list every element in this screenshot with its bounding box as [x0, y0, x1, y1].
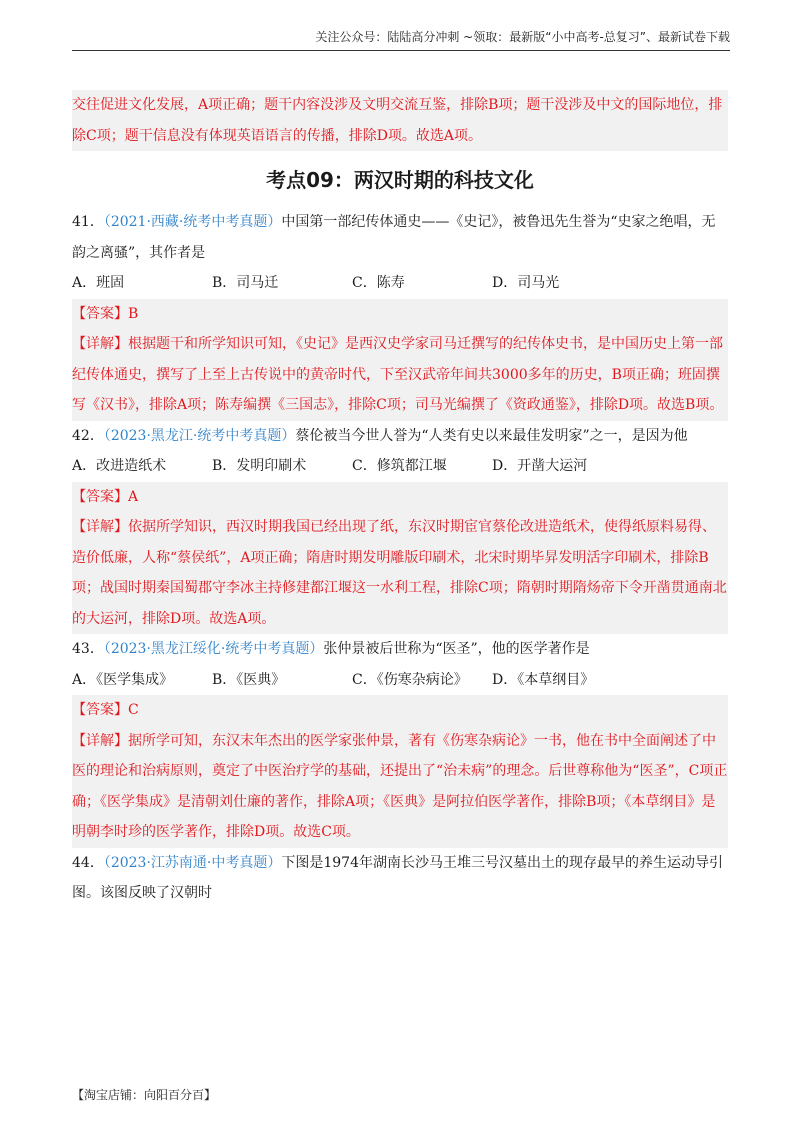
answer-line: 【答案】A — [72, 482, 728, 513]
question-number: 42． — [72, 427, 104, 444]
section-title: 考点09：两汉时期的科技文化 — [266, 168, 534, 192]
option-b: B．司马迁 — [212, 275, 279, 291]
page-footer: 【淘宝店铺：向阳百分百】 — [72, 1088, 217, 1102]
question-text: 张仲景被后世称为“医圣”，他的医学著作是 — [323, 641, 590, 657]
question-source: （2023·黑龙江·统考中考真题） — [103, 427, 296, 444]
question-text: 下图是1974年湖南长沙马王堆三号汉墓出土的现存最早的养生运动导引图。该图反映了汉朝时 — [72, 854, 723, 901]
question-stem — [72, 207, 728, 268]
question-43 — [72, 634, 728, 848]
detail-text: 依据所学知识，西汉时期我国已经出现了纸，东汉时期宦官蔡伦改进造纸术，使得纸原料易得、造价低廉，人称“蔡侯纸”，A项正确；隋唐时期发明雕版印刷术，北宋时期毕昇发明活字印刷术，排除B项；战国时期秦国蜀郡守李冰主持修建都江堰这一水利工程，排除C项；隋朝时期隋炀帝下令开凿贯通南北的大运河，排除D项。故选A项。 — [72, 519, 727, 627]
answer-detail — [72, 512, 728, 634]
answer-line: 【答案】B — [72, 299, 728, 330]
options-row — [72, 451, 728, 482]
question-41 — [72, 207, 728, 421]
answer-detail — [72, 329, 728, 421]
option-d: D．开凿大运河 — [492, 458, 588, 474]
detail-label: 【详解】 — [72, 519, 128, 535]
question-stem — [72, 421, 728, 452]
option-c: C．陈寿 — [352, 275, 405, 291]
detail-text: 根据题干和所学知识可知，《史记》是西汉史学家司马迁撰写的纪传体史书，是中国历史上第一部纪传体通史，撰写了上至上古传说中的黄帝时代，下至汉武帝年间共3000多年的历史，B项正确；班固撰写《汉书》，排除A项；陈寿编撰《三国志》，排除C项；司马光编撰了《资政通鉴》，排除D项。故选B项。 — [72, 336, 724, 413]
question-stem — [72, 634, 728, 665]
page-content — [72, 90, 728, 909]
question-text: 中国第一部纪传体通史——《史记》，被鲁迅先生誉为“史家之绝唱，无韵之离骚”，其作者是 — [72, 214, 716, 261]
question-source: （2023·江苏南通·中考真题） — [103, 854, 282, 871]
detail-text: 据所学可知，东汉末年杰出的医学家张仲景，著有《伤寒杂病论》一书，他在书中全面阐述了中医的理论和治病原则，奠定了中医治疗学的基础，还提出了“治未病”的理念。后世尊称他为“医圣”，C项正确；《医学集成》是清朝刘仕廉的著作，排除A项；《医典》是阿拉伯医学著作，排除B项；《本草纲目》是明朝李时珍的医学著作，排除D项。故选C项。 — [72, 732, 728, 840]
previous-answer-detail: 交往促进文化发展，A项正确；题干内容没涉及文明交流互鉴，排除B项；题干没涉及中文的国际地位，排除C项；题干信息没有体现英语语言的传播，排除D项。故选A项。 — [72, 90, 728, 151]
question-42 — [72, 421, 728, 635]
question-source: （2023·黑龙江绥化·统考中考真题） — [103, 641, 324, 657]
page-header: 关注公众号：陆陆高分冲刺 ~领取：最新版“小中高考-总复习”、最新试卷下载 — [72, 28, 730, 51]
question-source: （2021·西藏·统考中考真题） — [103, 214, 282, 230]
option-a: A．改进造纸术 — [72, 458, 167, 474]
options-row — [72, 665, 728, 696]
question-number: 44． — [72, 854, 104, 871]
question-number: 43． — [72, 641, 104, 657]
question-number: 41． — [72, 214, 104, 230]
option-c: C．修筑都江堰 — [352, 458, 447, 474]
question-stem — [72, 848, 728, 909]
option-d: D．《本草纲目》 — [492, 671, 595, 688]
answer-detail — [72, 726, 728, 848]
detail-label: 【详解】 — [72, 336, 128, 352]
question-44 — [72, 848, 728, 909]
answer-line: 【答案】C — [72, 695, 728, 726]
option-a: A．《医学集成》 — [72, 671, 174, 688]
option-c: C．《伤寒杂病论》 — [352, 671, 468, 688]
question-text: 蔡伦被当今世人誉为“人类有史以来最佳发明家”之一，是因为他 — [295, 427, 688, 444]
detail-label: 【详解】 — [72, 732, 128, 749]
option-d: D．司马光 — [492, 275, 560, 291]
options-row — [72, 268, 728, 299]
option-a: A．班固 — [72, 275, 125, 291]
option-b: B．发明印刷术 — [212, 458, 307, 474]
option-b: B．《医典》 — [212, 671, 286, 688]
